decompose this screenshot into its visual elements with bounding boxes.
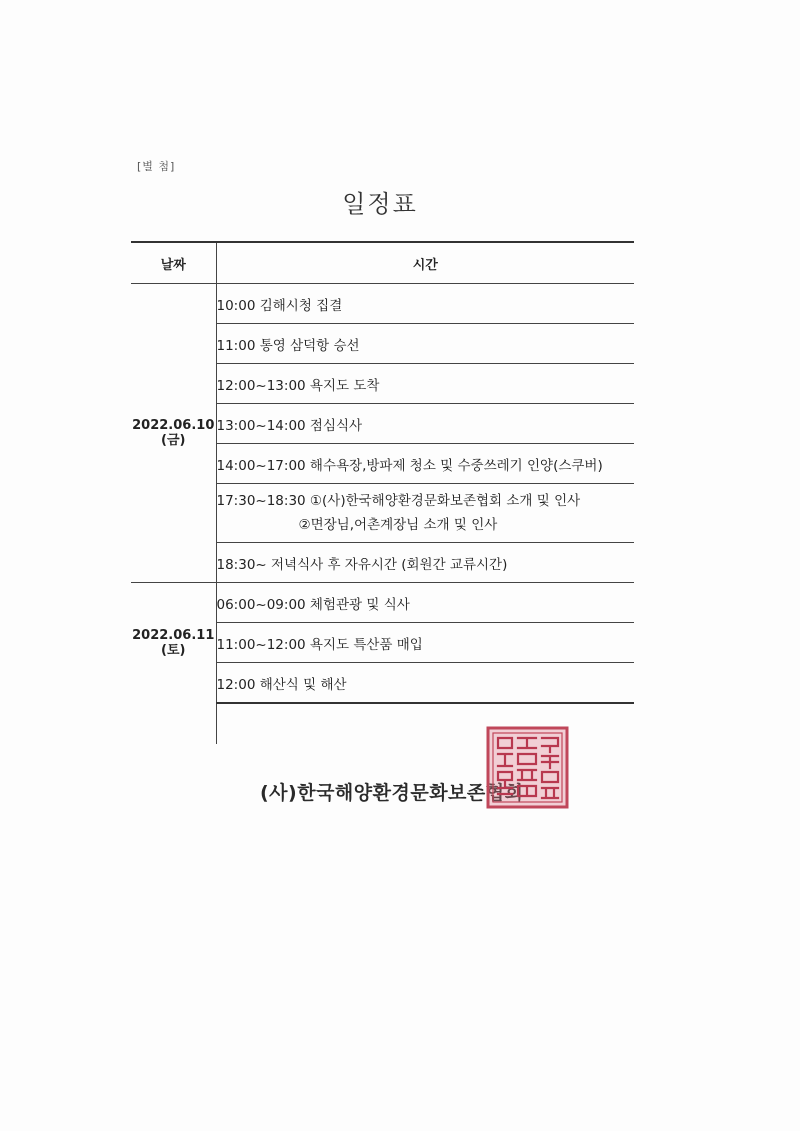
weekday-value: (토) [161, 643, 186, 658]
day-group-2 [131, 583, 634, 704]
schedule-entry: 12:00~13:00 욕지도 도착 [216, 364, 634, 404]
day-group-1 [131, 284, 634, 583]
schedule-entry: 11:00 통영 삼덕항 승선 [216, 324, 634, 364]
schedule-entry: 13:00~14:00 점심식사 [216, 404, 634, 444]
date-value: 2022.06.10 [132, 418, 215, 433]
schedule-entry: 06:00~09:00 체험관광 및 식사 [216, 583, 634, 623]
time-column-header: 시간 [216, 242, 634, 284]
document-title: 일정표 [342, 190, 418, 218]
official-seal-stamp [486, 726, 569, 809]
table-divider-tail [216, 704, 217, 744]
table-row [131, 583, 634, 623]
date-cell [131, 583, 216, 704]
schedule-table [131, 241, 634, 704]
schedule-entry: 18:30~ 저녁식사 후 자유시간 (회원간 교류시간) [216, 543, 634, 583]
schedule-entry: 11:00~12:00 욕지도 특산품 매입 [216, 623, 634, 663]
schedule-entry-line-2: ②면장님,어촌계장님 소개 및 인사 [298, 517, 498, 533]
schedule-entry: 14:00~17:00 해수욕장,방파제 청소 및 수중쓰레기 인양(스쿠버) [216, 444, 634, 484]
date-column-header: 날짜 [131, 242, 216, 284]
schedule-entry: 12:00 해산식 및 해산 [216, 663, 634, 704]
table-row [131, 284, 634, 324]
organization-name: (사)한국해양환경문화보존협회 [260, 782, 524, 804]
date-value: 2022.06.11 [132, 628, 215, 643]
attachment-label: [별 첨] [137, 160, 176, 173]
schedule-entry-line-1: 17:30~18:30 ①(사)한국해양환경문화보존협회 소개 및 인사 [216, 493, 581, 509]
schedule-entry: 10:00 김해시청 집결 [216, 284, 634, 324]
schedule-entry-multiline [216, 484, 634, 543]
table-header-row [131, 242, 634, 284]
date-cell [131, 284, 216, 583]
weekday-value: (금) [161, 433, 186, 448]
